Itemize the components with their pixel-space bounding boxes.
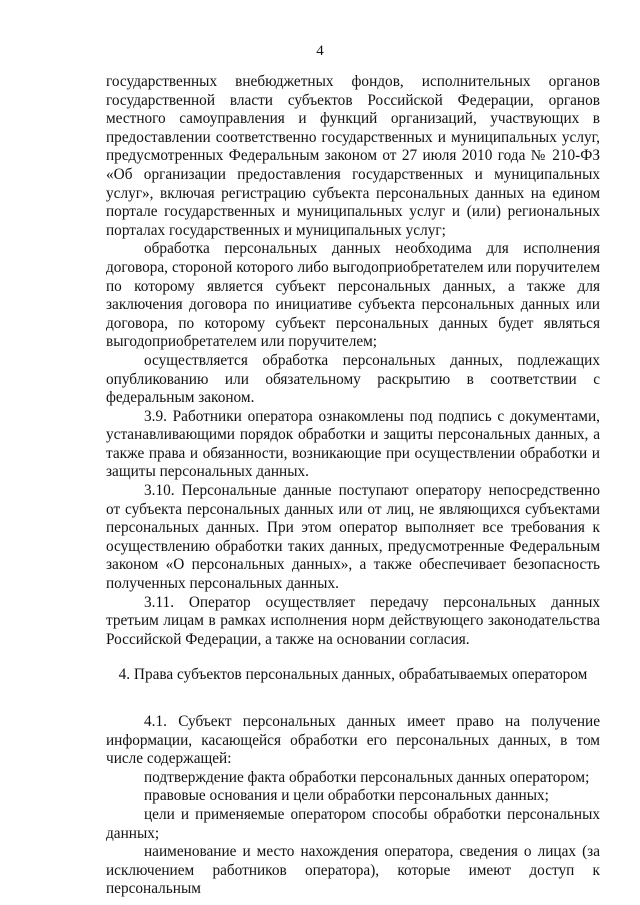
- paragraph-publish: осуществляется обработка персональных данных, подлежащих опубликованию или обязательному раскрытию в соответствии с федеральным законом.: [106, 351, 600, 407]
- paragraph-3-11: 3.11. Оператор осуществляет передачу персональных данных третьим лицам в рамках исполнения норм действующего законодательства Российской Федерации, а также на основании согласия.: [106, 593, 600, 648]
- paragraph-continuation: государственных внебюджетных фондов, исполнительных органов государственной власти субъектов Российской Федерации, органов местного самоуправления и функций организаций, участвующих в предоставлении соответственно государственных и муниципальных услуг, предусмотренных Федеральным законом от 27 июля 2010 года № 210-ФЗ «Об организации предоставления государственных и муниципальных услуг», включая регистрацию субъекта персональных данных на едином портале государственных и муниципальных услуг и (или) региональных порталах государственных и муниципальных услуг;: [106, 73, 600, 239]
- document-body: [106, 73, 600, 899]
- paragraph-3-10: 3.10. Персональные данные поступают оператору непосредственно от субъекта персональных данных или от лиц, не являющихся субъектами персональных данных. При этом оператор выполняет все требования к осуществлению обработки таких данных, предусмотренные Федеральным законом «О персональных данных», а также обеспечивает безопасность полученных персональных данных.: [106, 482, 600, 593]
- page-number: 4: [316, 43, 324, 59]
- paragraph-4-1: 4.1. Субъект персональных данных имеет право на получение информации, касающейся обработки его персональных данных, в том числе содержащей:: [106, 713, 600, 768]
- paragraph-3-9: 3.9. Работники оператора ознакомлены под подпись с документами, устанавливающими порядок обработки и защиты персональных данных, а также права и обязанности, возникающие при осуществлении обработки и защиты персональных данных.: [106, 407, 600, 481]
- list-item: наименование и место нахождения оператора, сведения о лицах (за исключением работников оператора), которые имеют доступ к персональным: [106, 843, 600, 898]
- list-item: подтверждение факта обработки персональных данных оператором;: [144, 768, 590, 786]
- list-item: цели и применяемые оператором способы обработки персональных данных;: [106, 805, 600, 842]
- section-4-heading: 4. Права субъектов персональных данных, обрабатываемых оператором: [118, 666, 588, 684]
- paragraph-contract: обработка персональных данных необходима для исполнения договора, стороной которого либо выгодоприобретателем или поручителем по которому является субъект персональных данных, а также для заключения договора по инициативе субъекта персональных данных или договора, по которому субъект персональных данных будет являться выгодоприобретателем или поручителем;: [106, 240, 600, 351]
- list-item: правовые основания и цели обработки персональных данных;: [144, 787, 549, 805]
